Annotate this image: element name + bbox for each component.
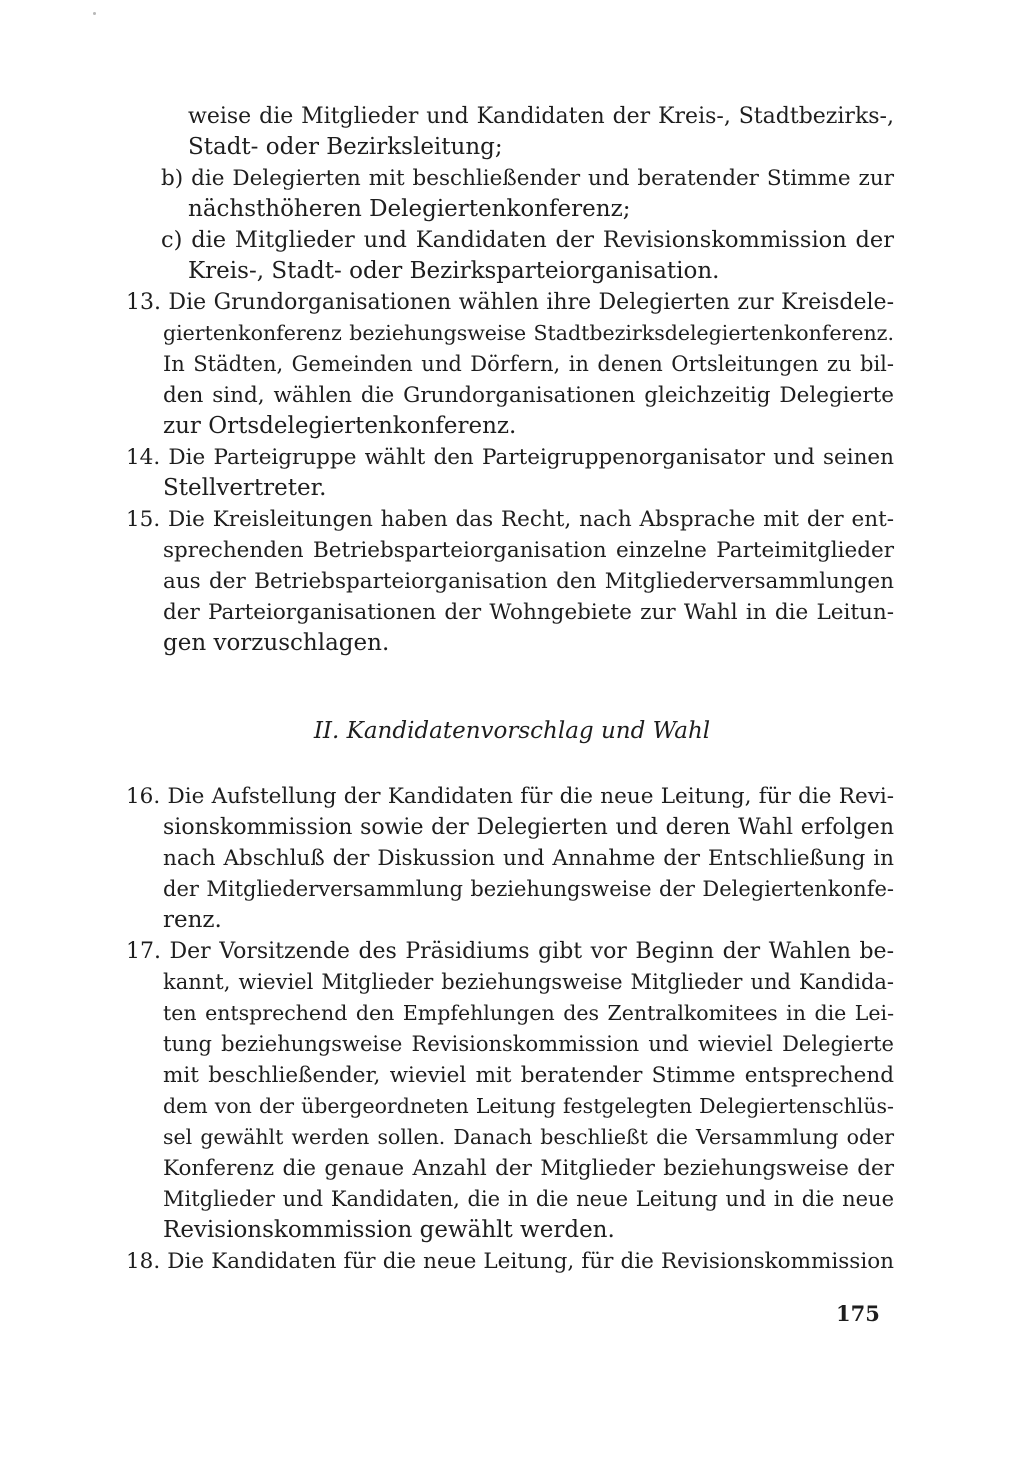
- text-line: nächsthöheren Delegiertenkonferenz;: [188, 196, 631, 222]
- page-number: 175: [836, 1301, 880, 1326]
- list-item-13-line: zur Ortsdelegiertenkonferenz.: [163, 413, 517, 439]
- list-item-16-line: der Mitgliederversammlung beziehungsweise der Delegiertenkonfe-: [163, 877, 894, 901]
- list-item-15-line: sprechenden Betriebsparteiorganisation einzelne Parteimitglieder: [163, 538, 894, 563]
- list-item-17-line: dem von der übergeordneten Leitung festgelegten Delegiertenschlüs-: [163, 1094, 894, 1118]
- list-item-16-line: 16. Die Aufstellung der Kandidaten für die neue Leitung, für die Revi-: [126, 784, 894, 809]
- text-line: c) die Mitglieder und Kandidaten der Revisionskommission der: [161, 227, 894, 253]
- list-item-15-line: der Parteiorganisationen der Wohngebiete zur Wahl in die Leitun-: [163, 600, 894, 625]
- list-item-15-line: 15. Die Kreisleitungen haben das Recht, nach Absprache mit der ent-: [126, 507, 894, 532]
- list-item-13-line: In Städten, Gemeinden und Dörfern, in denen Ortsleitungen zu bil-: [163, 352, 894, 376]
- list-item-14-line: Stellvertreter.: [163, 475, 327, 501]
- list-item-13-line: giertenkonferenz beziehungsweise Stadtbezirksdelegiertenkonferenz.: [163, 321, 894, 345]
- list-item-17-line: ten entsprechend den Empfehlungen des Zentralkomitees in die Lei-: [163, 1001, 894, 1025]
- list-item-17-line: 17. Der Vorsitzende des Präsidiums gibt vor Beginn der Wahlen be-: [126, 939, 894, 964]
- list-item-17-line: sel gewählt werden sollen. Danach beschließt die Versammlung oder: [163, 1125, 894, 1149]
- list-item-17-line: Mitglieder und Kandidaten, die in die neue Leitung und in die neue: [163, 1187, 894, 1211]
- list-item-15-line: aus der Betriebsparteiorganisation den Mitgliederversammlungen: [163, 569, 894, 594]
- list-item-17-line: mit beschließender, wieviel mit beratender Stimme entsprechend: [163, 1063, 894, 1088]
- list-item-15-line: gen vorzuschlagen.: [163, 630, 390, 656]
- list-item-17-line: Revisionskommission gewählt werden.: [163, 1217, 615, 1243]
- list-item-17-line: kannt, wieviel Mitglieder beziehungsweise Mitglieder und Kandida-: [163, 970, 894, 994]
- text-line: weise die Mitglieder und Kandidaten der Kreis-, Stadtbezirks-,: [188, 104, 894, 129]
- scan-speck: [93, 12, 96, 15]
- list-item-16-line: sionskommission sowie der Delegierten und deren Wahl erfolgen: [163, 815, 894, 840]
- text-line: Stadt- oder Bezirksleitung;: [188, 134, 503, 160]
- text-line: Kreis-, Stadt- oder Bezirksparteiorganisation.: [188, 258, 720, 284]
- list-item-14-line: 14. Die Parteigruppe wählt den Parteigruppenorganisator und seinen: [126, 445, 894, 470]
- text-line: b) die Delegierten mit beschließender und beratender Stimme zur: [161, 166, 894, 191]
- list-item-16-line: renz.: [163, 907, 222, 933]
- section-heading: II. Kandidatenvorschlag und Wahl: [313, 718, 711, 744]
- list-item-16-line: nach Abschluß der Diskussion und Annahme der Entschließung in: [163, 846, 894, 871]
- list-item-17-line: Konferenz die genaue Anzahl der Mitglieder beziehungsweise der: [163, 1156, 894, 1181]
- list-item-18-line: 18. Die Kandidaten für die neue Leitung, für die Revisionskommission: [126, 1249, 894, 1274]
- list-item-13-line: den sind, wählen die Grundorganisationen gleichzeitig Delegierte: [163, 383, 894, 408]
- list-item-17-line: tung beziehungsweise Revisionskommission und wieviel Delegierte: [163, 1032, 894, 1056]
- list-item-13-line: 13. Die Grundorganisationen wählen ihre Delegierten zur Kreisdele-: [126, 290, 894, 315]
